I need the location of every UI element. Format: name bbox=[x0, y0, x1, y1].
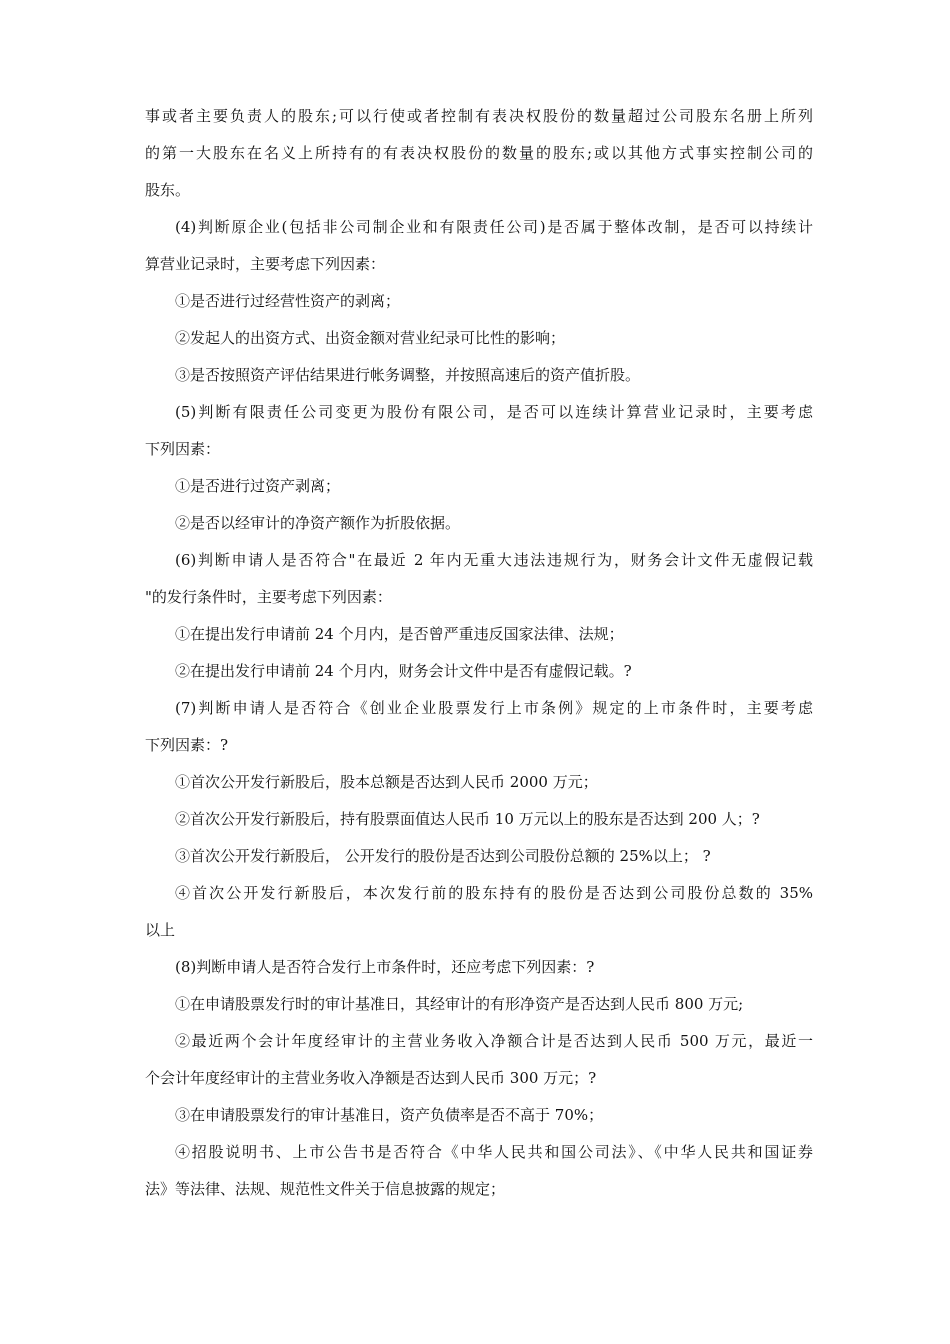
text-line: ④招股说明书、上市公告书是否符合《中华人民共和国公司法》、《中华人民共和国证券 bbox=[175, 1143, 813, 1161]
text-line: 的第一大股东在名义上所持有的有表决权股份的数量的股东;或以其他方式事实控制公司的 bbox=[145, 144, 813, 162]
text-line: ②最近两个会计年度经审计的主营业务收入净额合计是否达到人民币 500 万元，最近一 bbox=[175, 1032, 813, 1050]
text-line: (6)判断申请人是否符合"在最近 2 年内无重大违法违规行为，财务会计文件无虚假记载 bbox=[175, 551, 813, 569]
text-line: ①在申请股票发行时的审计基准日，其经审计的有形净资产是否达到人民币 800 万元; bbox=[175, 995, 744, 1013]
text-line: (7)判断申请人是否符合《创业企业股票发行上市条例》规定的上市条件时，主要考虑 bbox=[175, 699, 813, 717]
document-body bbox=[145, 98, 813, 1208]
text-line: (5)判断有限责任公司变更为股份有限公司，是否可以连续计算营业记录时，主要考虑 bbox=[175, 403, 813, 421]
text-line: 股东。 bbox=[145, 181, 191, 199]
text-line: 法》等法律、法规、规范性文件关于信息披露的规定； bbox=[145, 1180, 506, 1198]
text-line: ②是否以经审计的净资产额作为折股依据。 bbox=[175, 514, 461, 532]
text-line: ④首次公开发行新股后，本次发行前的股东持有的股份是否达到公司股份总数的 35% bbox=[175, 884, 813, 902]
text-line: ②首次公开发行新股后，持有股票面值达人民币 10 万元以上的股东是否达到 200 人；? bbox=[175, 810, 760, 828]
text-line: 下列因素： bbox=[145, 440, 221, 458]
text-line: 以上 bbox=[145, 921, 176, 939]
text-line: (8)判断申请人是否符合发行上市条件时，还应考虑下列因素：? bbox=[175, 958, 595, 976]
text-line: 事或者主要负责人的股东;可以行使或者控制有表决权股份的数量超过公司股东名册上所列 bbox=[145, 107, 813, 125]
text-line: ②发起人的出资方式、出资金额对营业纪录可比性的影响； bbox=[175, 329, 566, 347]
text-line: 个会计年度经审计的主营业务收入净额是否达到人民币 300 万元；? bbox=[145, 1069, 597, 1087]
text-line: ①是否进行过资产剥离； bbox=[175, 477, 341, 495]
text-line: ③是否按照资产评估结果进行帐务调整，并按照高速后的资产值折股。 bbox=[175, 366, 641, 384]
text-line: ③首次公开发行新股后， 公开发行的股份是否达到公司股份总额的 25%以上； ? bbox=[175, 847, 711, 865]
text-line: ②在提出发行申请前 24 个月内，财务会计文件中是否有虚假记载。? bbox=[175, 662, 632, 680]
text-line: ③在申请股票发行的审计基准日，资产负债率是否不高于 70%； bbox=[175, 1106, 604, 1124]
text-line: 下列因素：? bbox=[145, 736, 229, 754]
text-line: (4)判断原企业(包括非公司制企业和有限责任公司)是否属于整体改制，是否可以持续计 bbox=[175, 218, 813, 236]
text-line: ①在提出发行申请前 24 个月内，是否曾严重违反国家法律、法规； bbox=[175, 625, 624, 643]
text-line: "的发行条件时，主要考虑下列因素： bbox=[145, 588, 392, 606]
text-line: 算营业记录时，主要考虑下列因素： bbox=[145, 255, 386, 273]
text-line: ①是否进行过经营性资产的剥离； bbox=[175, 292, 401, 310]
text-line: ①首次公开发行新股后，股本总额是否达到人民币 2000 万元； bbox=[175, 773, 598, 791]
